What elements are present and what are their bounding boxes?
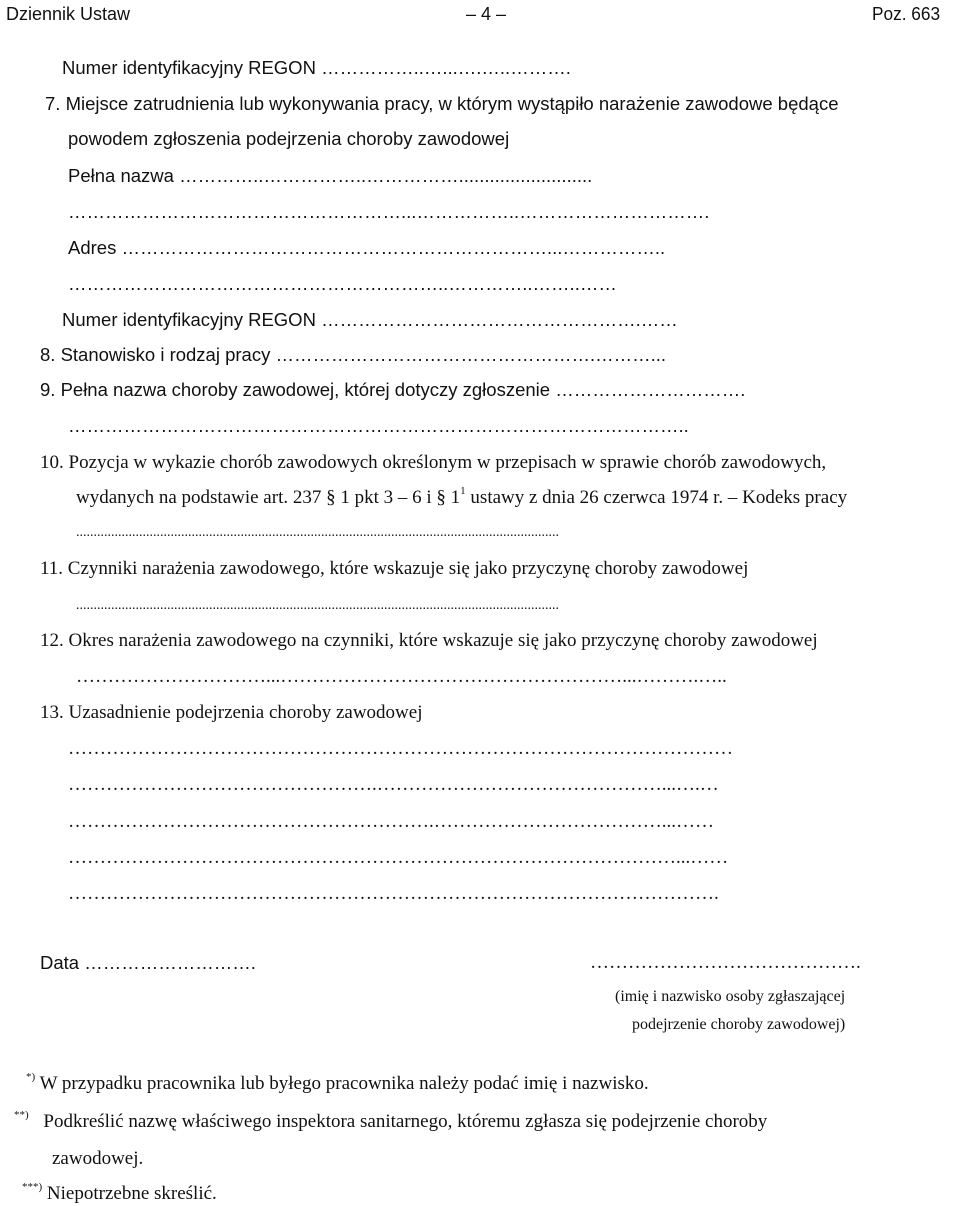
item-7-line-1: 7. Miejsce zatrudnienia lub wykonywania pracy, w którym wystąpiło narażenie zawodowe będące [45,93,839,114]
footnote-1 [26,1072,649,1096]
footnote-3 [22,1182,217,1206]
header-page-number: – 4 – [466,4,507,24]
item-11: 11. Czynniki narażenia zawodowego, które wskazuje się jako przyczynę choroby zawodowej [40,558,749,579]
signature-caption-1: (imię i nazwisko osoby zgłaszającej [615,988,846,1005]
section-sign-1: § [326,487,336,508]
item-12-continuation: …………………………...………………………………………………...……….….. [76,666,727,687]
item-13-line-4: ……………………………………………………………………………………...…… [68,847,729,868]
item-12: 12. Okres narażenia zawodowego na czynniki, które wskazuje się jako przyczynę choroby zawodowej [40,630,818,651]
footnote-3-text: Niepotrzebne skreślić. [46,1183,217,1204]
item-7-line-2: powodem zgłoszenia podejrzenia choroby zawodowej [68,128,510,149]
item-10-superscript: 1 [460,484,466,497]
item-10-continuation: .......................................................................................................................................... [76,525,559,540]
item-10-text-d: ustawy z dnia 26 czerwca 1974 r. – Kodeks pracy [465,487,848,508]
item-13-line-3: ………………………………………………….………………………………...…… [68,811,714,832]
signature-dots: ……………………………………. [590,952,861,973]
address-field: Adres ……………………………………………………………...…………….. [68,237,666,258]
date-field: Data ………………………. [40,952,256,973]
header-journal-title: Dziennik Ustaw [6,4,131,24]
header-position: Poz. 663 [872,4,941,24]
signature-caption-2: podejrzenie choroby zawodowej) [632,1016,846,1033]
full-name-continuation: ………………………………………………...……………..…………………………. [68,201,710,222]
item-13-line-1: …………………………………………………………………………………………… [68,738,733,759]
footnote-1-text: W przypadku pracownika lub byłego pracownika należy podać imię i nazwisko. [39,1073,649,1094]
item-9: 9. Pełna nazwa choroby zawodowej, której dotyczy zgłoszenie …………………………. [40,379,746,400]
footnote-2 [14,1110,767,1134]
item-11-continuation: .......................................................................................................................................... [76,598,559,613]
item-8: 8. Stanowisko i rodzaj pracy …………………………………………….………... [40,344,667,365]
regon-line-1: Numer identyfikacyjny REGON ……………..…...….…..………. [62,57,571,78]
footnote-2-text: Podkreślić nazwę właściwego inspektora sanitarnego, któremu zgłasza się podejrzenie choroby [43,1111,768,1132]
footnote-2-mark: **) [14,1108,29,1121]
regon-line-2: Numer identyfikacyjny REGON …………………………………………….…… [62,309,678,330]
address-continuation: ……………………………………………………..…………..……..…… [68,273,617,294]
footnote-1-mark: *) [26,1070,36,1083]
item-13: 13. Uzasadnienie podejrzenia choroby zawodowej [40,702,423,723]
item-10-text-a: wydanych na podstawie art. 237 [76,487,327,508]
item-10-line-1: 10. Pozycja w wykazie chorób zawodowych określonym w przepisach w sprawie chorób zawodowych, [40,452,827,473]
item-13-line-2: ………………………………………….………………………………………...….… [68,774,719,795]
section-sign-2: § [436,487,446,508]
item-13-line-5: …………………………………………………………………………………………. [68,883,719,904]
item-9-continuation: ……………………………………………………………………………………….. [68,415,689,436]
item-10-line-2 [76,486,847,510]
item-10-text-c: 1 [445,487,461,508]
item-10-text-b: 1 pkt 3 – 6 i [335,487,437,508]
footnote-2-continuation: zawodowej. [52,1148,144,1169]
full-name-field: Pełna nazwa …………..……………..…………….......................... [68,165,593,186]
footnote-3-mark: ***) [22,1180,43,1193]
